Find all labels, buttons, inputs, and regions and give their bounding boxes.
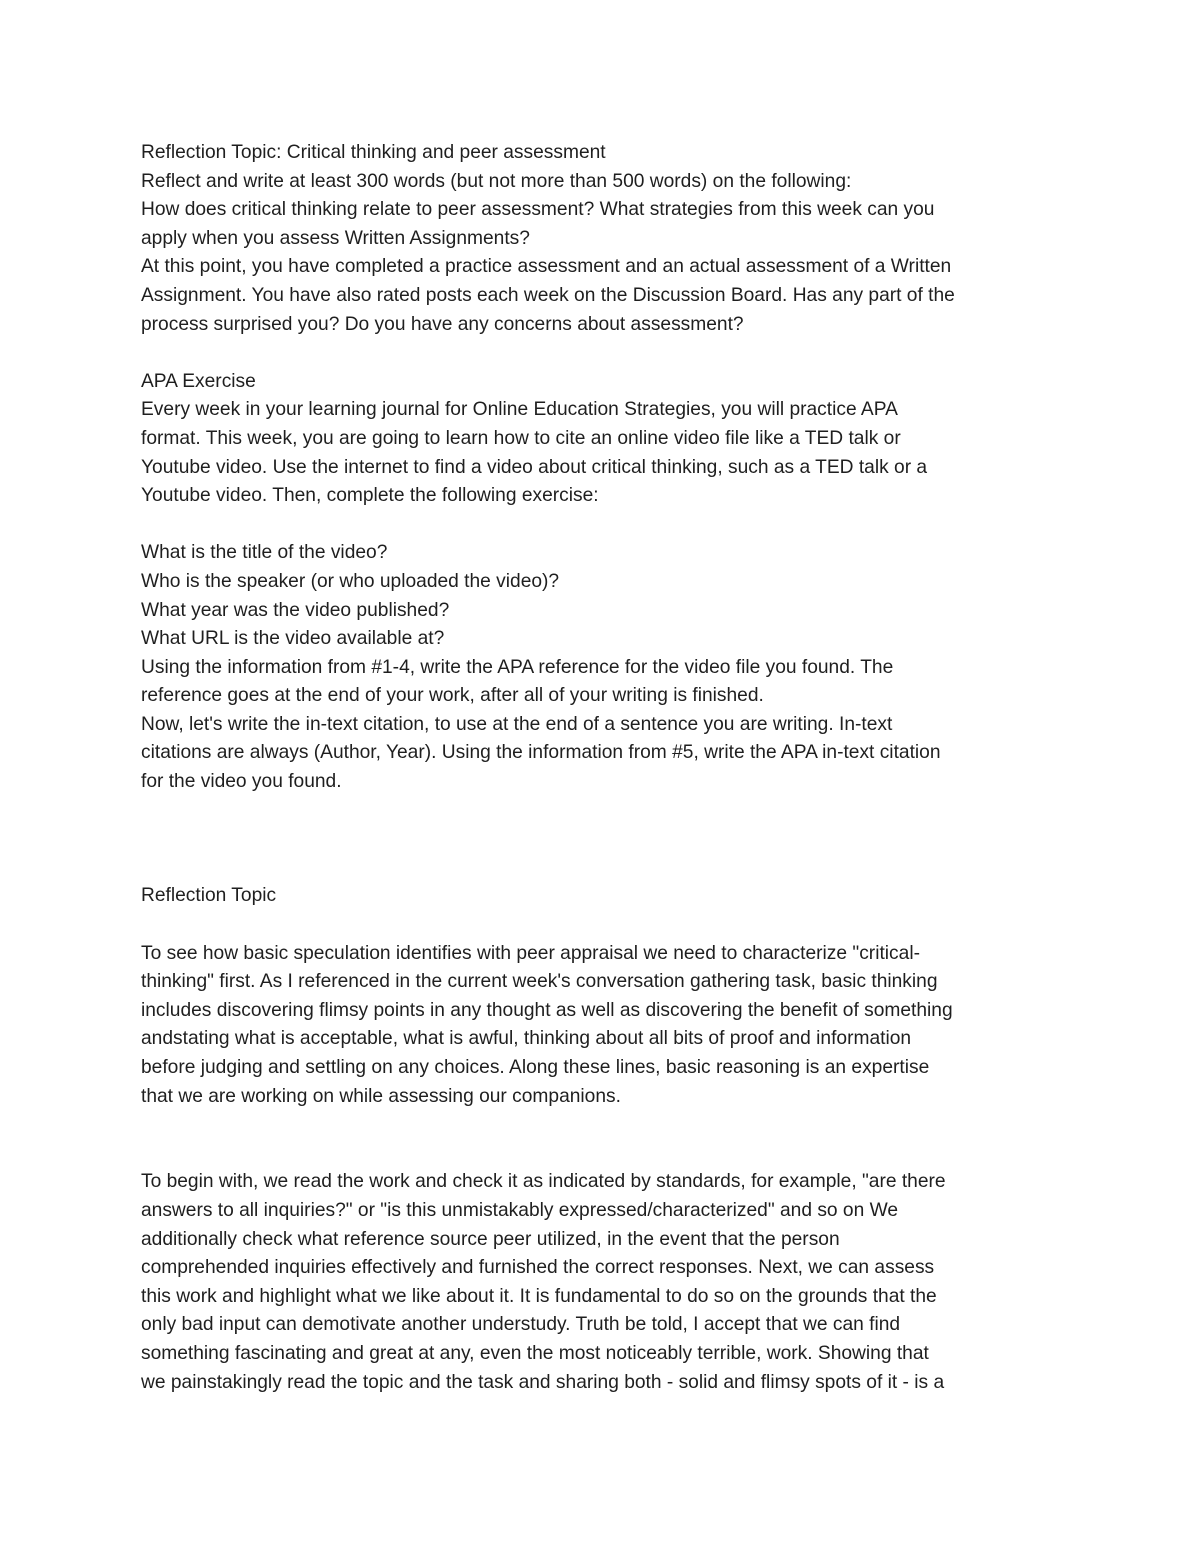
reflection-paragraph-2 <box>141 1168 1071 1397</box>
question-line: Who is the speaker (or who uploaded the video)? <box>141 570 560 592</box>
prompt-line: process surprised you? Do you have any concerns about assessment? <box>141 313 744 335</box>
reflection-paragraph-1 <box>141 940 1071 1112</box>
paragraph-line: andstating what is acceptable, what is awful, thinking about all bits of proof and information <box>141 1028 912 1050</box>
spacer <box>141 511 1071 540</box>
apa-line: Youtube video. Then, complete the following exercise: <box>141 485 599 507</box>
paragraph-line: something fascinating and great at any, even the most noticeably terrible, work. Showing that <box>141 1342 929 1364</box>
paragraph-line: before judging and settling on any choices. Along these lines, basic reasoning is an expertise <box>141 1057 930 1079</box>
paragraph-line: this work and highlight what we like about it. It is fundamental to do so on the grounds that the <box>141 1285 937 1307</box>
spacer <box>141 911 1071 940</box>
question-line: reference goes at the end of your work, after all of your writing is finished. <box>141 685 764 707</box>
paragraph-line: additionally check what reference source peer utilized, in the event that the person <box>141 1228 840 1250</box>
paragraph-line: that we are working on while assessing our companions. <box>141 1085 621 1107</box>
reflection-heading: Reflection Topic <box>141 885 277 907</box>
reflection-prompt-block <box>141 139 1071 339</box>
prompt-line: apply when you assess Written Assignments? <box>141 227 530 249</box>
question-line: for the video you found. <box>141 771 342 793</box>
paragraph-line: we painstakingly read the topic and the task and sharing both - solid and flimsy spots of it - is a <box>141 1371 945 1393</box>
question-line: What year was the video published? <box>141 599 450 621</box>
prompt-line: Assignment. You have also rated posts each week on the Discussion Board. Has any part of the <box>141 284 955 306</box>
question-line: What URL is the video available at? <box>141 628 445 650</box>
paragraph-line: includes discovering flimsy points in any thought as well as discovering the benefit of something <box>141 999 953 1021</box>
spacer <box>141 1111 1071 1168</box>
apa-line: Every week in your learning journal for Online Education Strategies, you will practice APA <box>141 399 898 421</box>
prompt-title: Reflection Topic: Critical thinking and peer assessment <box>141 142 606 163</box>
spacer <box>141 797 1071 883</box>
paragraph-line: only bad input can demotivate another understudy. Truth be told, I accept that we can find <box>141 1314 901 1336</box>
apa-exercise-block <box>141 368 1071 511</box>
question-line: Using the information from #1-4, write the APA reference for the video file you found. The <box>141 656 894 678</box>
apa-line: format. This week, you are going to learn how to cite an online video file like a TED talk or <box>141 427 901 449</box>
apa-line: Youtube video. Use the internet to find a video about critical thinking, such as a TED talk or a <box>141 456 928 478</box>
prompt-line: Reflect and write at least 300 words (but not more than 500 words) on the following: <box>141 170 852 192</box>
apa-questions-block <box>141 539 1071 796</box>
question-line: Now, let's write the in-text citation, to use at the end of a sentence you are writing. In-text <box>141 713 893 735</box>
paragraph-line: answers to all inquiries?" or "is this unmistakably expressed/characterized" and so on We <box>141 1199 899 1221</box>
paragraph-line: To begin with, we read the work and check it as indicated by standards, for example, "are there <box>141 1171 946 1193</box>
spacer <box>141 339 1071 368</box>
question-line: What is the title of the video? <box>141 542 388 564</box>
document-page <box>141 139 1071 1397</box>
paragraph-line: To see how basic speculation identifies with peer appraisal we need to characterize "critical- <box>141 942 920 964</box>
paragraph-line: comprehended inquiries effectively and furnished the correct responses. Next, we can assess <box>141 1257 935 1279</box>
question-line: citations are always (Author, Year). Using the information from #5, write the APA in-text citation <box>141 742 941 764</box>
apa-heading: APA Exercise <box>141 370 256 392</box>
prompt-line: How does critical thinking relate to peer assessment? What strategies from this week can you <box>141 199 935 221</box>
prompt-line: At this point, you have completed a practice assessment and an actual assessment of a Written <box>141 256 952 278</box>
paragraph-line: thinking" first. As I referenced in the current week's conversation gathering task, basic thinking <box>141 971 938 993</box>
